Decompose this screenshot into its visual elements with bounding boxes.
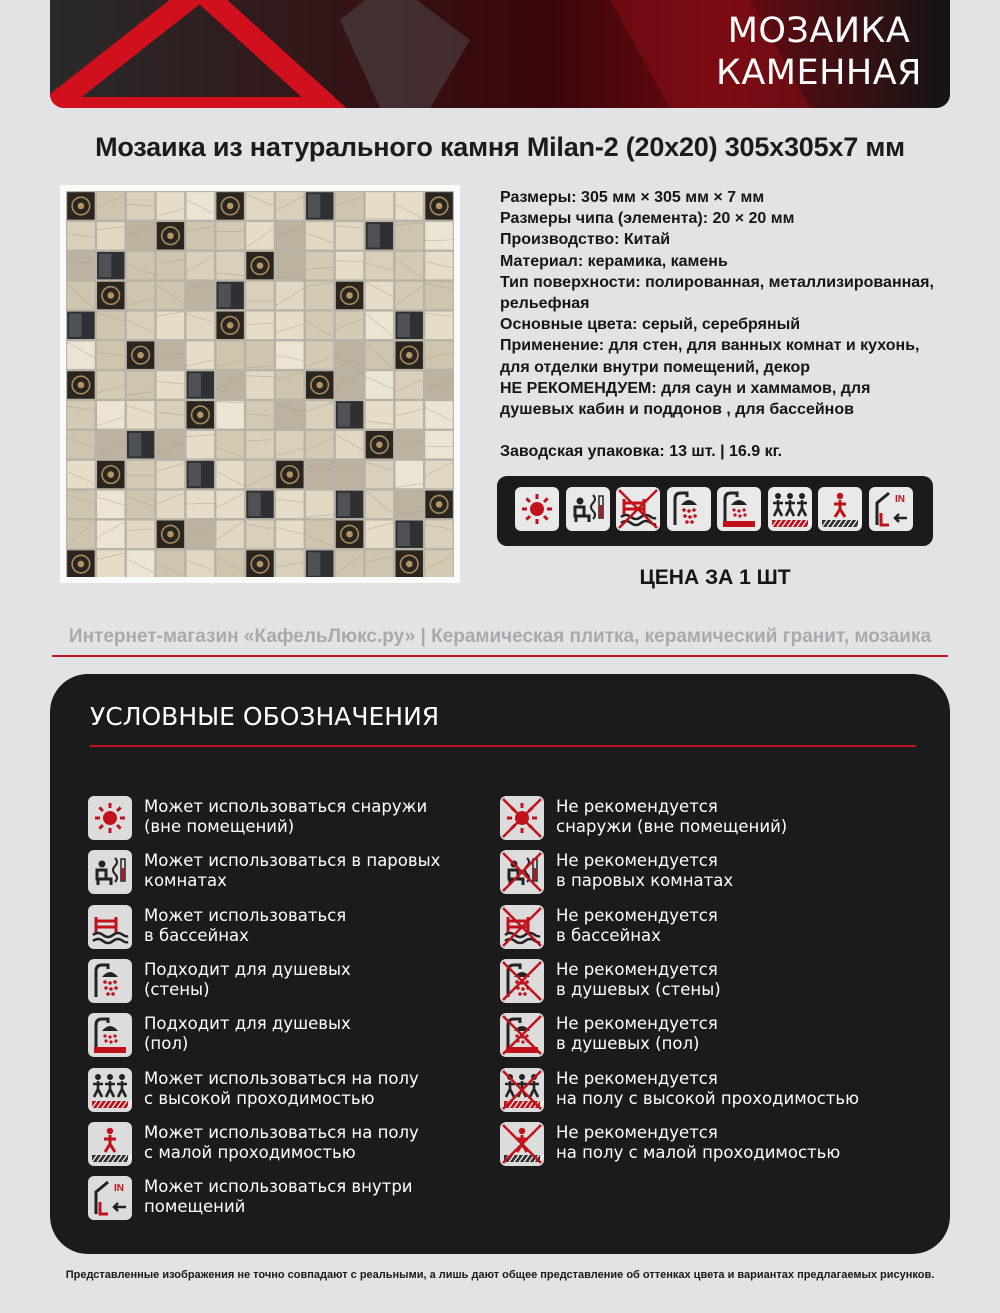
legend-line: (стены)	[144, 979, 210, 999]
spec-line: для отделки внутри помещений, декор	[500, 358, 811, 376]
low-traffic-floor-icon	[818, 487, 862, 533]
svg-text:IN: IN	[114, 1183, 124, 1195]
legend-line: Подходит для душевых	[144, 959, 351, 979]
price-label: ЦЕНА ЗА 1 ШТ	[639, 566, 791, 589]
legend-line: Может использоваться на полу	[144, 1122, 419, 1142]
spec-line: Размеры чипа (элемента): 20 × 20 мм	[500, 210, 795, 228]
banner-title	[716, 10, 922, 94]
legend-line: на полу с высокой проходимостью	[556, 1088, 860, 1108]
mosaic-sheet	[66, 191, 454, 577]
legend-line: Не рекомендуется	[556, 1068, 718, 1088]
shower-wall-icon	[667, 487, 711, 533]
legend-line: Не рекомендуется	[556, 851, 718, 871]
legend-line: с малой проходимостью	[144, 1142, 356, 1162]
spec-line: рельефная	[500, 295, 590, 313]
legend-line: Может использоваться на полу	[144, 1068, 419, 1088]
banner-title-line2: КАМЕННАЯ	[715, 53, 922, 93]
legend-line: в бассейнах	[556, 925, 661, 945]
product-image	[60, 185, 460, 583]
packaging-info: Заводская упаковка: 13 шт. | 16.9 кг.	[500, 443, 783, 461]
header-banner	[50, 0, 950, 108]
legend-line: комнатах	[144, 871, 227, 891]
legend-line: Может использоваться	[144, 905, 347, 925]
legend-line: Может использоваться снаружи	[144, 797, 428, 816]
legend-line: Может использоваться внутри	[144, 1177, 413, 1197]
legend-item-label	[556, 851, 876, 891]
steam-room-icon	[566, 487, 610, 533]
legend-line: на полу с малой проходимостью	[556, 1142, 841, 1162]
spec-line: Размеры: 305 мм × 305 мм × 7 мм	[500, 189, 765, 206]
steam-room-icon	[500, 850, 544, 896]
steam-room-icon	[88, 850, 132, 896]
specs-list	[500, 187, 960, 462]
shower-floor-icon	[500, 1013, 544, 1059]
legend-line: с высокой проходимостью	[144, 1088, 375, 1108]
pool-icon	[616, 487, 660, 533]
legend-item-label	[144, 906, 464, 946]
legend-line: Может использоваться в паровых	[144, 851, 441, 871]
legend-line: в бассейнах	[144, 925, 249, 945]
legend-item-label	[144, 1177, 464, 1217]
sun-icon	[515, 487, 559, 533]
svg-text:IN: IN	[894, 494, 905, 505]
low-traffic-floor-icon	[88, 1122, 132, 1168]
sun-icon	[500, 796, 544, 842]
product-title: Мозаика из натурального камня Milan-2 (20x20) 305x305x7 мм	[95, 132, 905, 162]
legend-line: (вне помещений)	[144, 817, 295, 836]
legend-line: Подходит для душевых	[144, 1014, 351, 1034]
shop-slogan: Интернет-магазин «КафельЛюкс.ру» | Керамическая плитка, керамический гранит, мозаика	[68, 626, 932, 647]
legend-line: Не рекомендуется	[556, 905, 718, 925]
legend-item-label	[144, 797, 464, 837]
indoor-icon	[88, 1176, 132, 1222]
legend-item-label	[556, 797, 876, 837]
legend-item-label	[556, 960, 876, 1000]
legend-item-label	[144, 1014, 464, 1054]
spec-line: Материал: керамика, камень	[500, 252, 728, 270]
spec-line: душевых кабин и поддонов , для бассейнов	[500, 401, 854, 419]
legend-item-label	[144, 1123, 464, 1163]
legend-item-label	[144, 851, 464, 891]
spec-line: Основные цвета: серый, серебряный	[500, 316, 801, 334]
spec-line: Применение: для стен, для ванных комнат и кухонь,	[500, 337, 920, 355]
legend-heading: УСЛОВНЫЕ ОБОЗНАЧЕНИЯ	[90, 702, 440, 731]
high-traffic-floor-icon	[500, 1068, 544, 1114]
legend-line: Не рекомендуется	[556, 1122, 718, 1142]
legend-item-label	[556, 1014, 876, 1054]
shower-floor-icon	[717, 487, 761, 533]
legend-line: Не рекомендуется	[556, 1014, 718, 1034]
usage-icon-strip	[497, 476, 933, 546]
low-traffic-floor-icon	[500, 1122, 544, 1168]
legend-line: снаружи (вне помещений)	[556, 817, 788, 836]
shower-wall-icon	[88, 959, 132, 1005]
divider	[52, 655, 948, 657]
legend-line: помещений	[144, 1197, 246, 1217]
legend-line: (пол)	[144, 1034, 189, 1054]
shower-wall-icon	[500, 959, 544, 1005]
spec-line: НЕ РЕКОМЕНДУЕМ: для саун и хаммамов, для	[500, 379, 871, 397]
legend-item-label	[144, 960, 464, 1000]
high-traffic-floor-icon	[88, 1068, 132, 1114]
legend-line: в душевых (стены)	[556, 979, 721, 999]
legend-line: в душевых (пол)	[556, 1034, 700, 1054]
legend-line: Не рекомендуется	[556, 959, 718, 979]
shower-floor-icon	[88, 1013, 132, 1059]
pool-icon	[88, 905, 132, 951]
legend-item-label	[556, 1123, 876, 1163]
high-traffic-floor-icon	[768, 487, 812, 533]
spec-line: Тип поверхности: полированная, металлизированная,	[500, 273, 934, 291]
legend-item-label	[556, 1069, 876, 1109]
pool-icon	[500, 905, 544, 951]
legend-item-label	[556, 906, 876, 946]
indoor-icon	[869, 487, 913, 533]
legend-item-label	[144, 1069, 464, 1109]
spec-line: Производство: Китай	[500, 231, 671, 249]
legend-panel	[50, 674, 950, 1254]
banner-title-line1: МОЗАИКА	[727, 11, 911, 51]
disclaimer: Представленные изображения не точно совпадают с реальными, а лишь дают общее представление об оттенках цвета и вариантах предлагаемых рисунков.	[65, 1269, 935, 1281]
legend-divider	[90, 745, 916, 747]
legend-line: Не рекомендуется	[556, 797, 718, 816]
legend-line: в паровых комнатах	[556, 871, 734, 891]
sun-icon	[88, 796, 132, 842]
